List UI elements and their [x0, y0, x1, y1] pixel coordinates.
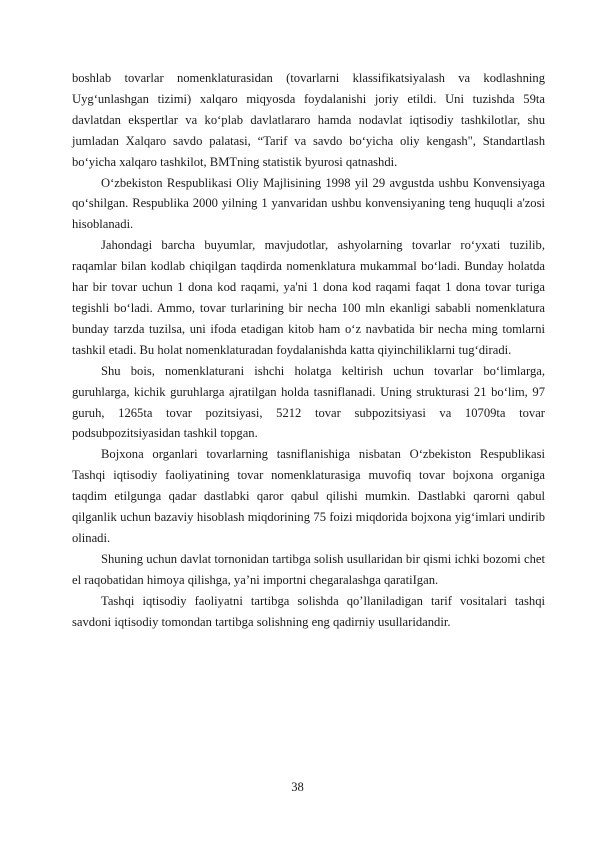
- paragraph-2: O‘zbekiston Respublikasi Oliy Majlisining 1998 yil 29 avgustda ushbu Konvensiyaga qo‘shilgan. Respublika 2000 yilning 1 yanvaridan ushbu konvensiyaning teng huquqli a'zosi hisoblanadi.: [72, 175, 545, 232]
- paragraph-5: Bojxona organlari tovarlarning tasniflanishiga nisbatan O‘zbekiston Respublikasi Tashqi iqtisodiy faoliyatining tovar nomenklaturasiga muvofiq tovar bojxona organiga taqdim etilgunga qadar dastlabki qaror qabul qilishi mumkin. Dastlabki qarorni qabul qilganlik uchun bazaviy hisoblash miqdorining 75 foizi miqdorida bojxona yig‘imlari undirib olinadi.: [72, 447, 545, 545]
- page-body: [72, 68, 545, 632]
- paragraph-3: Jahondagi barcha buyumlar, mavjudotlar, ashyolarning tovarlar ro‘yxati tuzilib, raqamlar bilan kodlab chiqilgan taqdirda nomenklatura mukammal bo‘ladi. Bunday holatda har bir tovar uchun 1 dona kod raqami, ya'ni 1 dona kod raqami faqat 1 dona tovar turiga tegishli bo‘ladi. Ammo, tovar turlarining bir necha 100 mln ekanligi sababli nomenklatura bunday tarzda tuzilsa, uni ifoda etadigan kitob ham o‘z navbatida bir necha ming tomlarni tashkil etadi. Bu holat nomenklaturadan foydalanishda katta qiyinchiliklarni tug‘diradi.: [72, 238, 545, 357]
- paragraph-6: Shuning uchun davlat tornonidan tartibga solish usullaridan bir qismi ichki bozomi chet el raqobatidan himoya qilishga, ya’ni importni chegaralashga qaratiIgan.: [72, 551, 545, 587]
- page-number: 38: [291, 780, 304, 794]
- paragraph-4: Shu bois, nomenklaturani ishchi holatga keltirish uchun tovarlar bo‘limlarga, guruhlarga, kichik guruhlarga ajratilgan holda tasniflanadi. Uning strukturasi 21 bo‘lim, 97 guruh, 1265ta tovar pozitsiyasi, 5212 tovar subpozitsiyasi va 10709ta tovar podsubpozitsiyasidan tashkil topgan.: [72, 363, 545, 441]
- paragraph-1: boshlab tovarlar nomenklaturasidan (tovarlarni klassifikatsiyalash va kodlashning Uyg‘unlashgan tizimi) xalqaro miqyosda foydalanishi joriy etildi. Uni tuzishda 59ta davlatdan ekspertlar va ko‘plab davlatlararo hamda nodavlat iqtisodiy tashkilotlar, shu jumladan Xalqaro savdo palatasi, “Tarif va savdo bo‘yicha oliy kengash", Standartlash bo‘yicha xalqaro tashkilot, BMTning statistik byurosi qatnashdi.: [72, 71, 545, 169]
- paragraph-7: Tashqi iqtisodiy faoliyatni tartibga solishda qo’llaniladigan tarif vositalari tashqi savdoni iqtisodiy tomondan tartibga solishning eng qadirniy usullaridandir.: [72, 593, 545, 629]
